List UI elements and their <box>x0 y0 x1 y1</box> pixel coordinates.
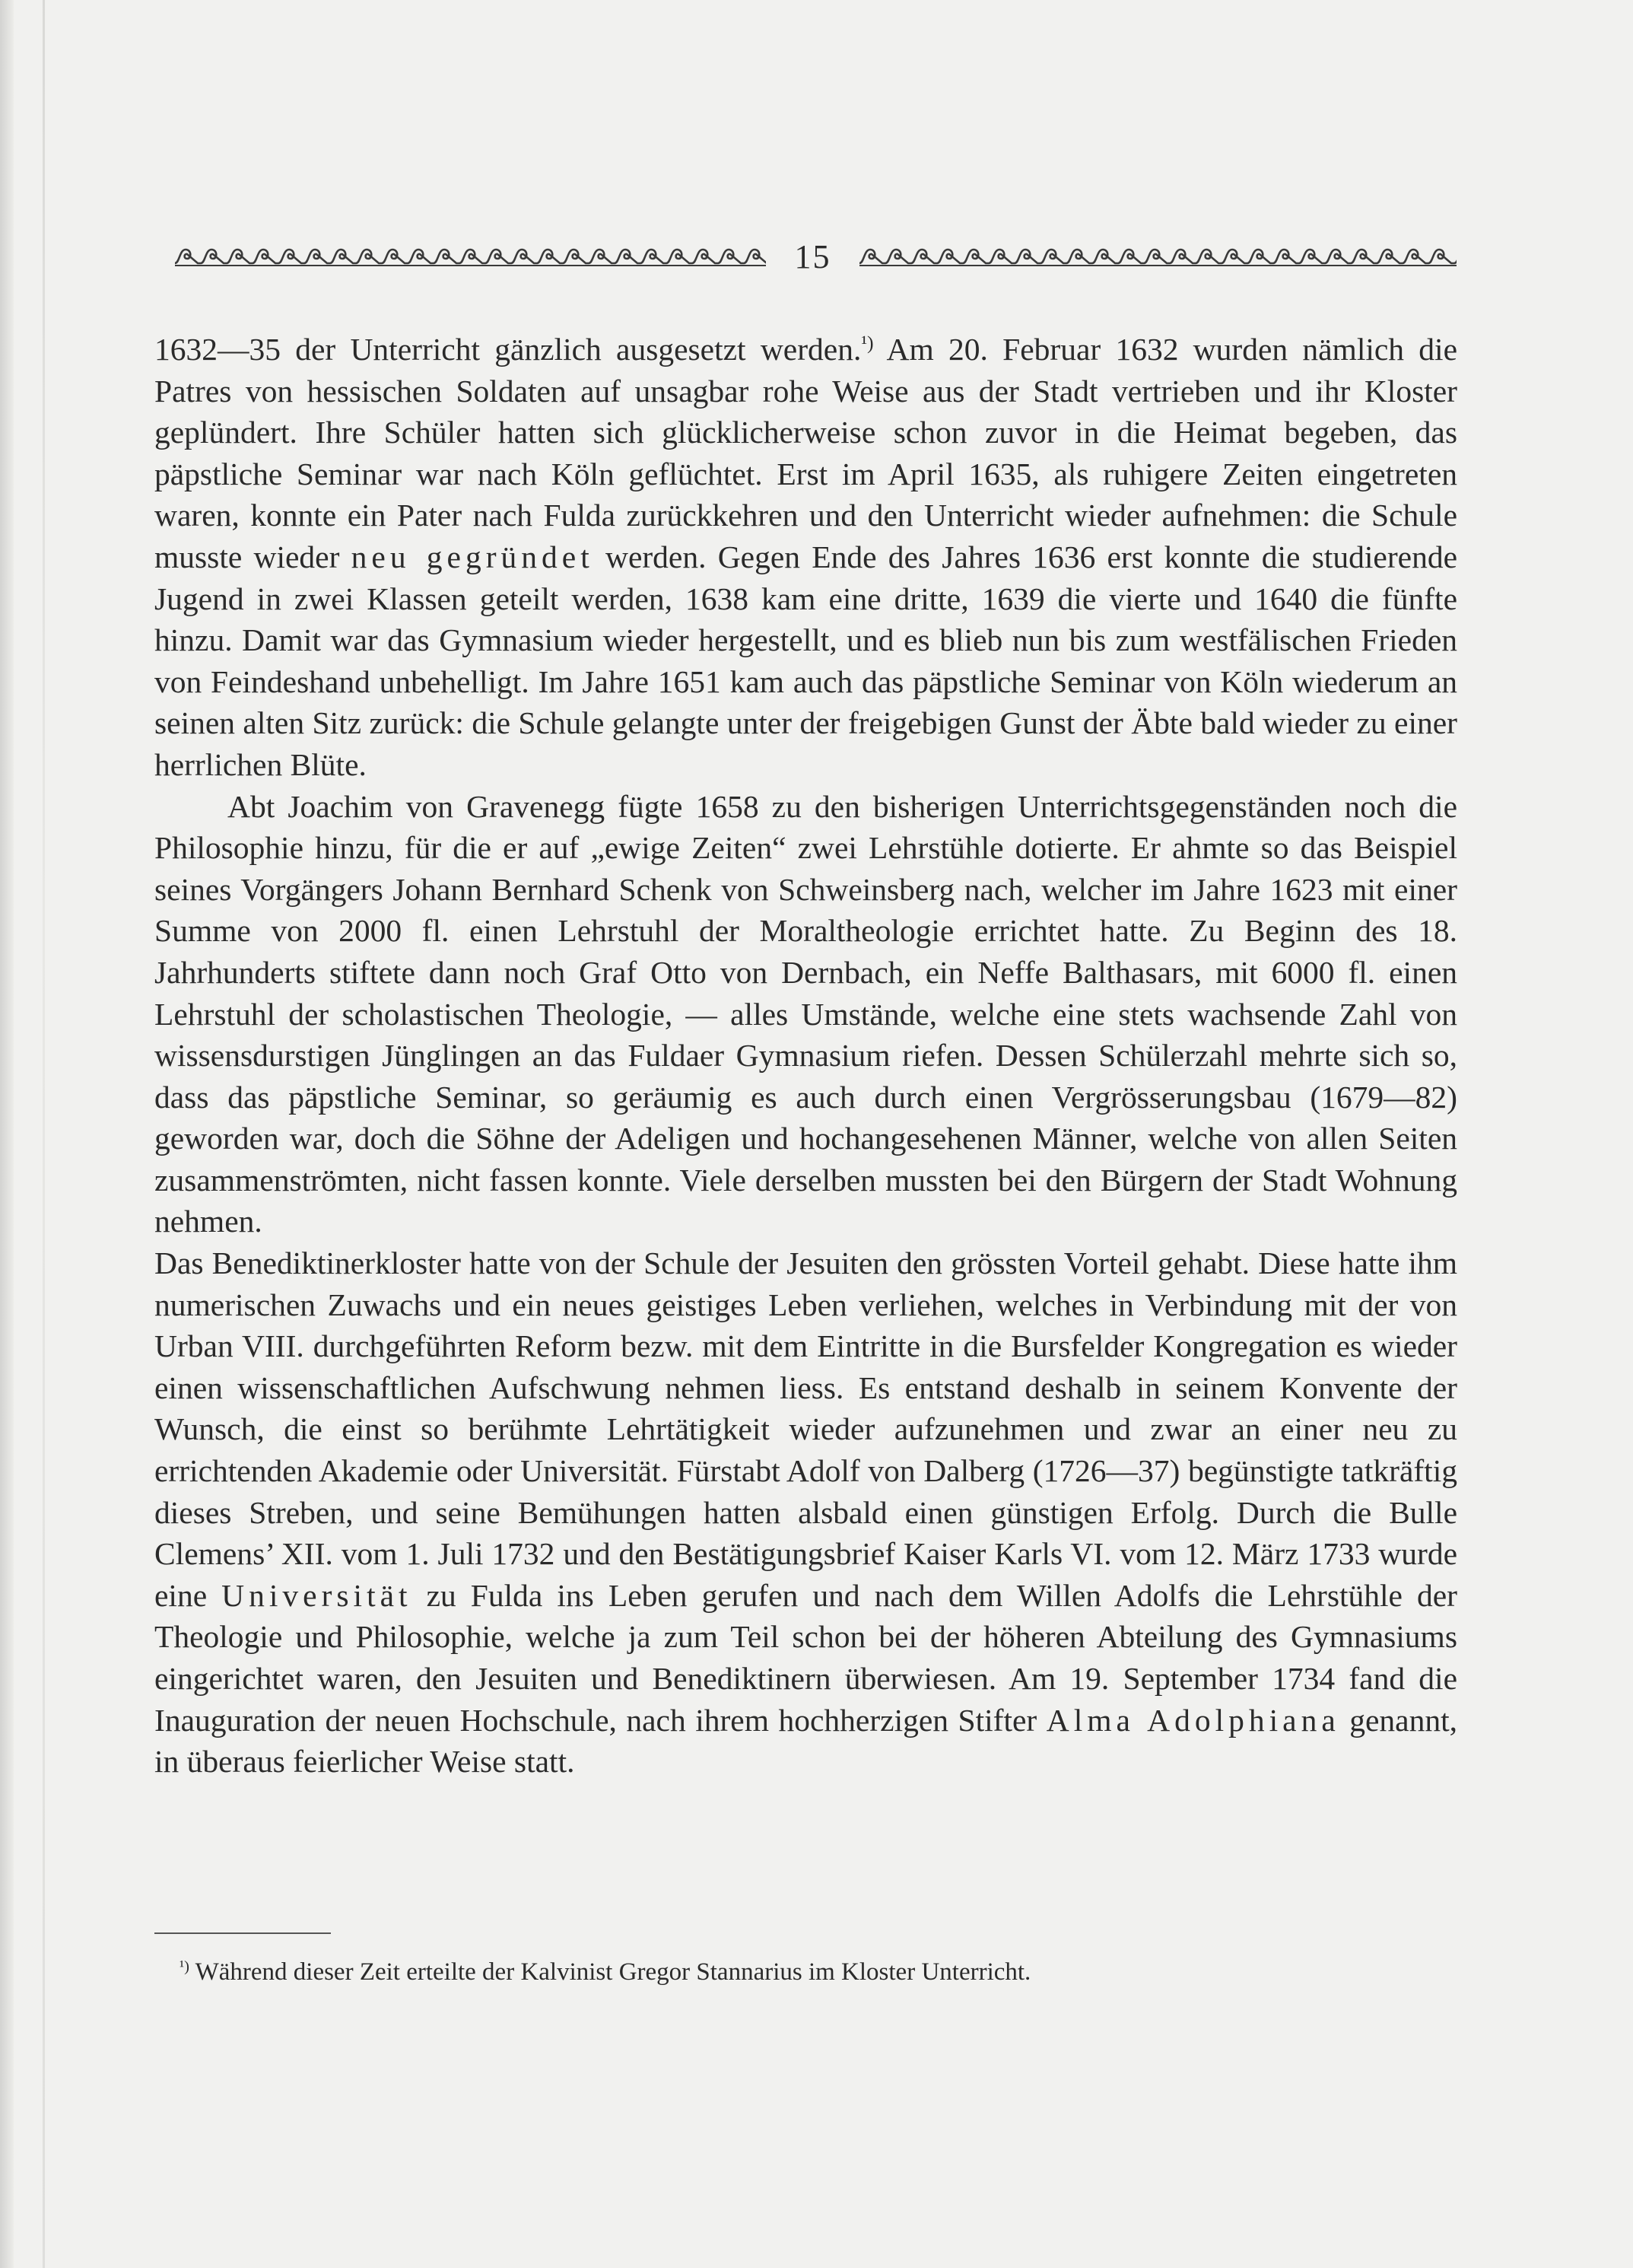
footnote-marker: ¹) <box>180 1958 189 1975</box>
paragraph-1-text-middle: Am 20. Februar 1632 wurden nämlich die Patres von hessischen Soldaten auf unsagbar rohe Weise aus der Stadt vertrieben und ihr Kloster geplündert. Ihre Schüler hatten sich glücklicherweise schon zuvor in die Heimat begeben, das päpstliche Seminar war nach Köln geflüchtet. Erst im April 1635, als ruhigere Zeiten eingetreten waren, konnte ein Pater nach Fulda zurückkehren und den Unterricht wieder aufnehmen: die Schule musste wieder <box>154 332 1457 574</box>
paragraph-3-text-middle: zu Fulda ins Leben gerufen und nach dem Willen Adolfs die Lehrstühle der Theologie und Philosophie, welche ja zum Teil schon bei der höheren Abteilung des Gymnasiums eingerichtet waren, den Jesuiten und Benediktinern überwiesen. Am 19. September 1734 fand die Inauguration der neuen Hochschule, nach ihrem hochherzigen Stifter <box>154 1577 1457 1738</box>
footnote-text: Während dieser Zeit erteilte der Kalvinist Gregor Stannarius im Kloster Unterricht. <box>189 1958 1031 1986</box>
footnote-reference: ¹) <box>861 331 874 354</box>
paragraph-3-text-start: Das Benediktinerkloster hatte von der Schule der Jesuiten den grössten Vorteil gehabt. Diese hatte ihm numerischen Zuwachs und ein neues geistiges Leben verliehen, welches in Verbindung mit der von Urban VIII. durchgeführten Reform bezw. mit dem Eintritte in die Bursfelder Kongregation es wieder einen wissenschaftlichen Aufschwung nehmen liess. Es entstand deshalb in seinem Konvente der Wunsch, die einst so berühmte Lehrtätigkeit wieder aufzunehmen und zwar an einer neu zu errichtenden Akademie oder Universität. Fürstabt Adolf von Dalberg (1726—37) begünstigte tatkräftig dieses Streben, und seine Bemühungen hatten alsbald einen günstigen Erfolg. Durch die Bulle Clemens’ XII. vom 1. Juli 1732 und den Bestätigungsbrief Kaiser Karls VI. vom 12. März 1733 wurde eine <box>154 1245 1457 1613</box>
paragraph-3-text-end: genannt, in überaus feierlicher Weise statt. <box>154 1702 1458 1780</box>
main-text <box>154 329 1457 1783</box>
emphasis-universitaet: Universität <box>221 1577 412 1613</box>
emphasis-alma-adolphiana: Alma Adolphiana <box>1046 1702 1340 1738</box>
paragraph-2: Abt Joachim von Gravenegg fügte 1658 zu den bisherigen Unterrichtsgegenständen noch die Philosophie hinzu, für die er auf „ewige Zeiten“ zwei Lehrstühle dotierte. Er ahmte so das Beispiel seines Vorgängers Johann Bernhard Schenk von Schweinsberg nach, welcher im Jahre 1623 mit einer Summe von 2000 fl. einen Lehrstuhl der Moraltheologie errichtet hatte. Zu Beginn des 18. Jahrhunderts stiftete dann noch Graf Otto von Dernbach, ein Neffe Balthasars, mit 6000 fl. einen Lehrstuhl der scholastischen Theologie, — alles Umstände, welche eine stets wachsende Zahl von wissensdurstigen Jünglingen an das Fuldaer Gymnasium riefen. Dessen Schülerzahl mehrte sich so, dass das päpstliche Seminar, so geräumig es auch durch einen Vergrösserungsbau (1679—82) geworden war, doch die Söhne der Adeligen und hochangesehenen Männer, welche von allen Seiten zusammenströmten, nicht fassen konnte. Viele derselben mussten bei den Bürgern der Stadt Wohnung nehmen. <box>154 788 1457 1239</box>
paragraph-1-text-end: werden. Gegen Ende des Jahres 1636 erst konnte die studierende Jugend in zwei Klassen geteilt werden, 1638 kam eine dritte, 1639 die vierte und 1640 die fünfte hinzu. Damit war das Gymnasium wieder hergestellt, und es blieb nun bis zum westfälischen Frieden von Feindeshand unbehelligt. Im Jahre 1651 kam auch das päpstliche Seminar von Köln wiederum an seinen alten Sitz zurück: die Schule gelangte unter der freigebigen Gunst der Äbte bald wieder zu einer herrlichen Blüte. <box>154 539 1457 782</box>
page-number: 15 <box>794 238 831 275</box>
ornament-band-right <box>859 245 1457 268</box>
paragraph-1-text-start: 1632—35 der Unterricht gänzlich ausgesetzt werden. <box>154 332 862 367</box>
footnote <box>180 1955 1336 1989</box>
paragraph-1 <box>154 329 1457 786</box>
scan-binding-shadow <box>43 0 45 2268</box>
footnote-divider <box>154 1932 331 1934</box>
paragraph-3 <box>154 1242 1457 1783</box>
page-header <box>175 238 1457 275</box>
scan-left-edge <box>0 0 14 2268</box>
ornament-band-left <box>175 245 766 268</box>
emphasis-neu-gegruendet: neu gegründet <box>351 539 594 574</box>
